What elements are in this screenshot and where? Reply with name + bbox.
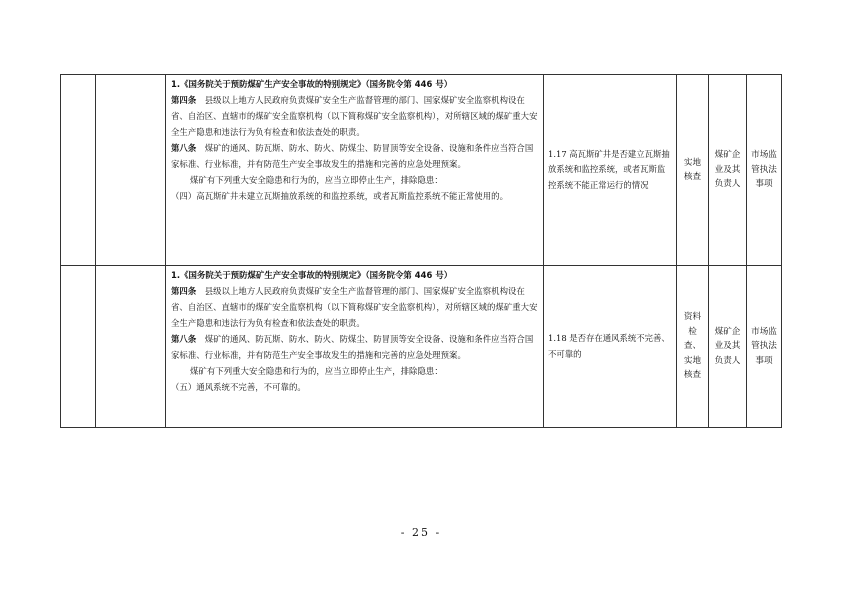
blank-cell [61,75,96,266]
article-8 [171,140,540,172]
blank-cell [96,75,166,266]
blank-cell [96,266,166,428]
table-row [61,266,782,428]
article-text: 县级以上地方人民政府负责煤矿安全生产监督管理的部门、国家煤矿安全监察机构设在省、自治区、直辖市的煤矿安全监察机构（以下简称煤矿安全监察机构），对所辖区域的煤矿重大安全生产隐患和违法行为负有检查和依法查处的职责。 [171,286,538,328]
check-item-cell: 1.18 是否存在通风系统不完善、不可靠的 [544,266,677,428]
article-label: 第八条 [171,334,197,344]
article-text: 煤矿的通风、防瓦斯、防水、防火、防煤尘、防冒顶等安全设备、设施和条件应当符合国家标准、行业标准，并有防范生产安全事故发生的措施和完善的应急处理预案。 [171,143,534,169]
hazard-intro: 煤矿有下列重大安全隐患和行为的，应当立即停止生产，排除隐患： [190,366,443,376]
page-number: - 25 - [400,526,442,539]
check-method-cell: 实地核查 [677,75,709,266]
law-title: 1.《国务院关于预防煤矿生产安全事故的特别规定》（国务院令第 446 号） [171,270,453,280]
legal-basis-cell [166,75,544,266]
article-label: 第四条 [171,286,197,296]
article-4 [171,92,540,140]
article-4 [171,283,540,331]
hazard-item: （四）高瓦斯矿井未建立瓦斯抽放系统的和监控系统，或者瓦斯监控系统不能正常使用的。 [171,191,508,201]
article-label: 第四条 [171,95,197,105]
check-method-cell: 资料检查、实地核查 [677,266,709,428]
hazard-intro: 煤矿有下列重大安全隐患和行为的，应当立即停止生产，排除隐患： [190,175,443,185]
article-text: 煤矿的通风、防瓦斯、防水、防火、防煤尘、防冒顶等安全设备、设施和条件应当符合国家标准、行业标准，并有防范生产安全事故发生的措施和完善的应急处理预案。 [171,334,534,360]
inspection-table [60,74,782,428]
hazard-item: （五）通风系统不完善，不可靠的。 [171,382,306,392]
check-subject-cell: 煤矿企业及其负责人 [709,75,747,266]
law-title: 1.《国务院关于预防煤矿生产安全事故的特别规定》（国务院令第 446 号） [171,79,453,89]
blank-cell [61,266,96,428]
article-text: 县级以上地方人民政府负责煤矿安全生产监督管理的部门、国家煤矿安全监察机构设在省、自治区、直辖市的煤矿安全监察机构（以下简称煤矿安全监察机构），对所辖区域的煤矿重大安全生产隐患和违法行为负有检查和依法查处的职责。 [171,95,538,137]
item-category-cell: 市场监管执法事项 [747,75,782,266]
check-subject-cell: 煤矿企业及其负责人 [709,266,747,428]
article-8 [171,331,540,363]
article-label: 第八条 [171,143,197,153]
check-item-cell: 1.17 高瓦斯矿井是否建立瓦斯抽放系统和监控系统，或者瓦斯监控系统不能正常运行的情况 [544,75,677,266]
item-category-cell: 市场监管执法事项 [747,266,782,428]
legal-basis-cell [166,266,544,428]
table-row [61,75,782,266]
